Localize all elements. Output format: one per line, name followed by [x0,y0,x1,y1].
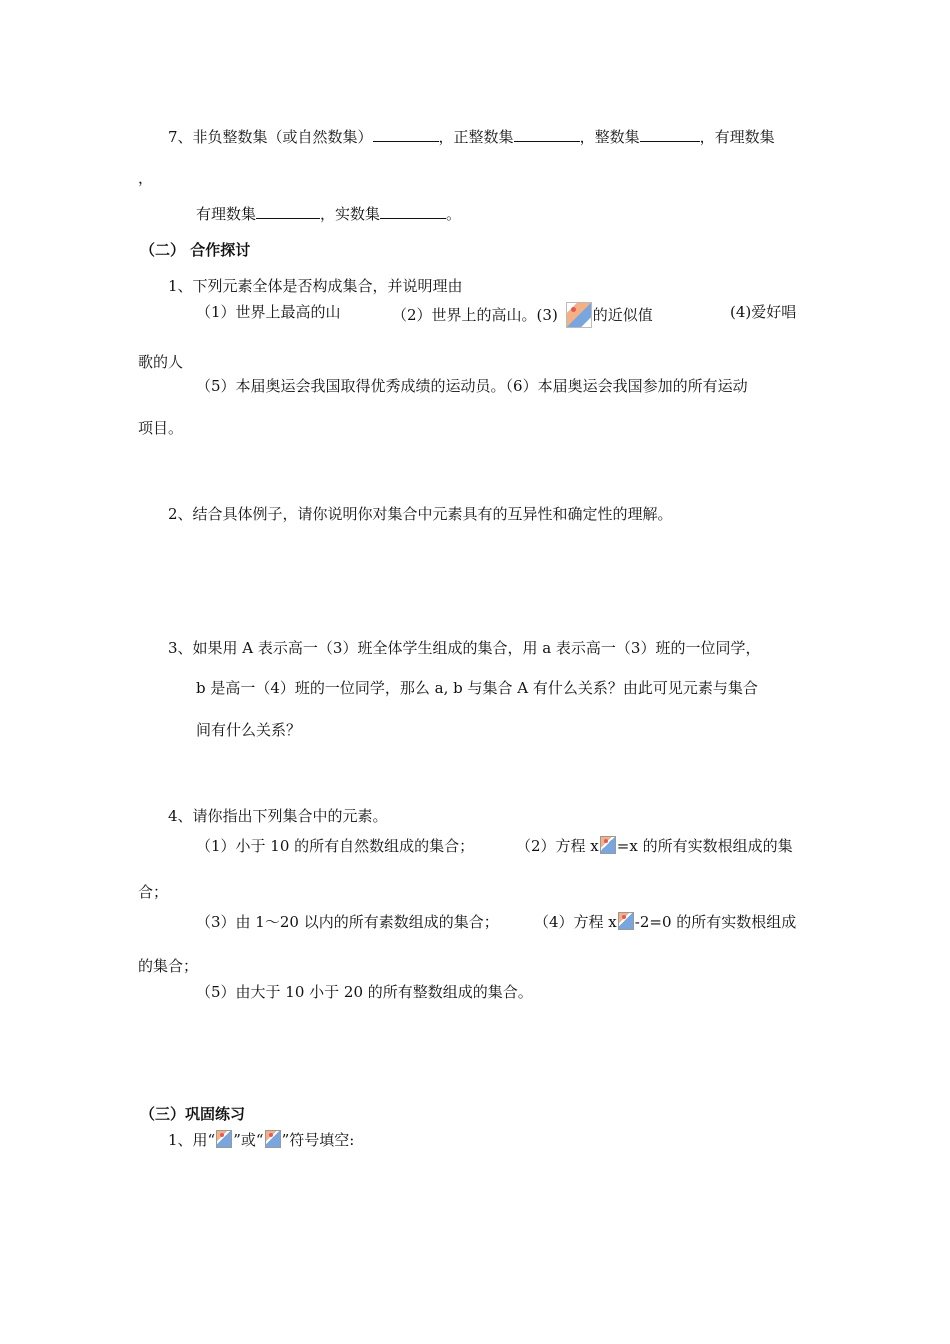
s2-q1-item3: 的近似值 [592,306,653,324]
q7-text-end: 。 [446,205,462,223]
s2-q1-item5-6: （5）本届奥运会我国取得优秀成绩的运动员。（6）本届奥运会我国参加的所有运动 [196,377,748,395]
s2-q4-item4-a: （4）方程 x [534,913,617,931]
s2-q4-item2-a: （2）方程 x [516,837,599,855]
blank-natural-numbers[interactable] [373,127,439,142]
section2-heading: （二） 合作探讨 [140,241,251,259]
q7-text-c: ，整数集 [579,128,640,146]
s2-q4-item5: （5）由大于 10 小于 20 的所有整数组成的集合。 [196,983,533,1001]
blank-positive-integers[interactable] [514,127,580,142]
element-of-symbol-icon [216,1130,232,1148]
s3-q1-a: 1、用“ [168,1131,216,1149]
q7-trailing-comma: ， [138,169,154,187]
s3-q1 [168,1130,354,1150]
exponent-image-icon [618,912,634,930]
s2-q4-item2-cont: 合； [138,883,169,901]
q7-text-d: ，有理数集 [699,128,775,146]
blank-rational-numbers[interactable] [256,204,320,219]
s2-q4-item4-cont: 的集合； [138,957,199,975]
s3-q1-b: ”或“ [233,1131,264,1149]
s2-q1-line1b [392,302,653,328]
s2-q4-item2-b: =x 的所有实数根组成的集 [616,837,793,855]
s2-q4-item4 [534,912,796,932]
q7-text-a: 7、非负整数集（或自然数集） [168,128,373,146]
s2-q4-item4-b: -2=0 的所有实数根组成 [634,913,797,931]
s2-q4-item2 [516,836,793,856]
s2-q1-item1: （1）世界上最高的山 [196,303,341,321]
q7-line1 [168,127,775,147]
s2-q3-line2: b 是高一（4）班的一位同学，那么 a, b 与集合 A 有什么关系？由此可见元素与集合 [196,679,758,697]
s2-q3-line1: 3、如果用 A 表示高一（3）班全体学生组成的集合，用 a 表示高一（3）班的一位同学， [168,639,761,657]
s2-q4-item3: （3）由 1～20 以内的所有素数组成的集合； [196,913,499,931]
section3-heading: （三）巩固练习 [140,1105,246,1123]
s2-q2: 2、结合具体例子，请你说明你对集合中元素具有的互异性和确定性的理解。 [168,505,673,523]
q7-text-rational: 有理数集 [196,205,257,223]
s2-q1-intro: 1、下列元素全体是否构成集合，并说明理由 [168,277,463,295]
not-element-of-symbol-icon [265,1130,281,1148]
s2-q4-item1: （1）小于 10 的所有自然数组成的集合； [196,837,475,855]
q7-text-b: ，正整数集 [438,128,514,146]
s2-q1-line1 [196,302,341,322]
blank-integers[interactable] [640,127,700,142]
q7-text-real: ，实数集 [320,205,381,223]
s2-q4-intro: 4、请你指出下列集合中的元素。 [168,807,388,825]
s3-q1-c: ”符号填空: [281,1131,355,1149]
s2-q1-item4-cont: 歌的人 [138,353,184,371]
q7-line2 [196,204,461,224]
s2-q1-item6-cont: 项目。 [138,419,184,437]
blank-real-numbers[interactable] [380,204,446,219]
s2-q3-line3: 间有什么关系？ [196,721,302,739]
formula-image-icon [566,302,592,328]
exponent-image-icon [600,836,616,854]
s2-q1-item4: (4)爱好唱 [730,303,797,321]
s2-q1-item2: （2）世界上的高山。(3) [392,306,558,324]
